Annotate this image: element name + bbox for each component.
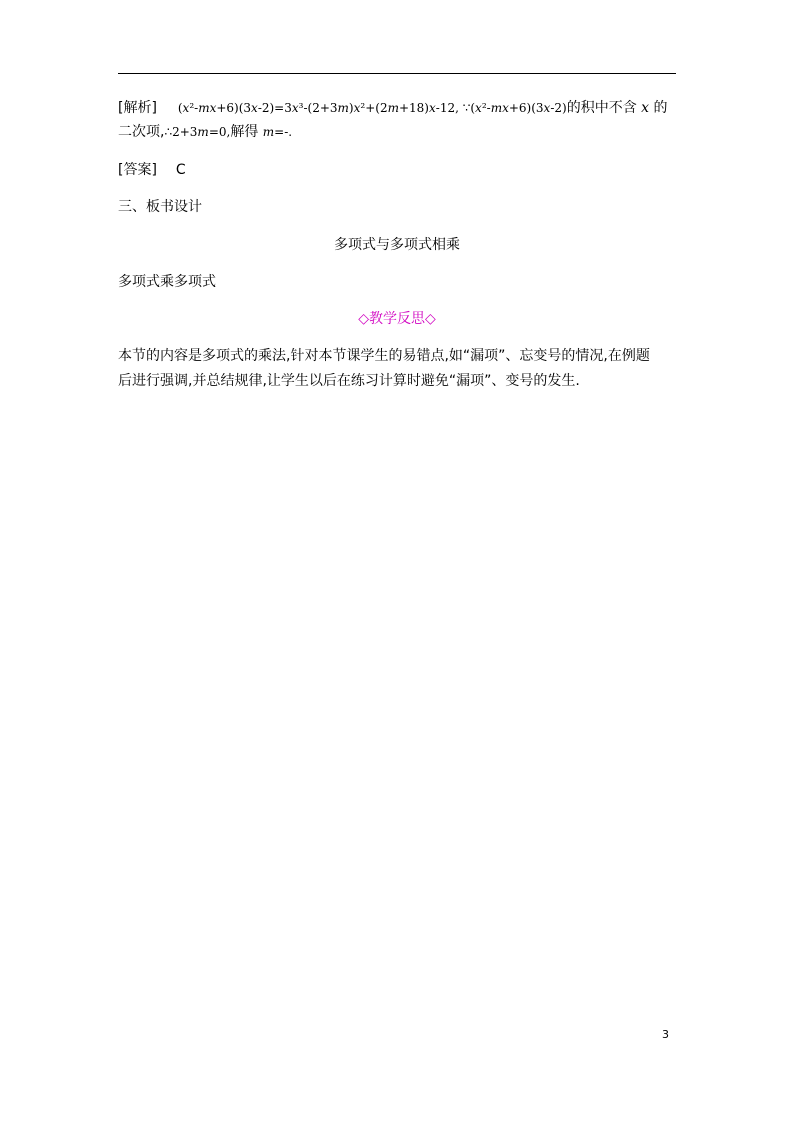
header-rule bbox=[118, 73, 676, 74]
solution-line-2 bbox=[118, 123, 292, 141]
page-number: 3 bbox=[662, 1028, 669, 1041]
answer-line bbox=[118, 161, 186, 179]
solution-text-1: 的积中不含 bbox=[566, 100, 637, 116]
solution-line-1 bbox=[118, 99, 668, 117]
reflection-title: ◇教学反思◇ bbox=[358, 311, 436, 327]
solution-result: m=-. bbox=[262, 125, 293, 139]
reflection-line-1: 本节的内容是多项式的乘法,针对本节课学生的易错点,如“漏项”、忘变号的情况,在例题 bbox=[118, 348, 650, 364]
reflection-line-2: 后进行强调,并总结规律,让学生以后在练习计算时避免“漏项”、变号的发生. bbox=[118, 373, 580, 389]
board-item: 多项式乘多项式 bbox=[118, 274, 216, 290]
solution-label: [解析] bbox=[118, 100, 157, 116]
section-heading: 三、板书设计 bbox=[118, 199, 202, 215]
solution-text-2: 二次项, bbox=[118, 124, 165, 140]
solution-text-1b: 的 bbox=[653, 100, 668, 116]
solution-equation: ∴2+3m=0, bbox=[164, 125, 231, 139]
solution-text-3: 解得 bbox=[230, 124, 259, 140]
variable-x: x bbox=[641, 100, 650, 116]
answer-label: [答案] bbox=[118, 162, 157, 178]
board-title: 多项式与多项式相乘 bbox=[334, 237, 460, 253]
solution-expansion: (x²-mx+6)(3x-2)=3x³-(2+3m)x²+(2m+18)x-12, ∵(x²-mx+6)(3x-2) bbox=[177, 101, 567, 115]
answer-value: C bbox=[175, 162, 186, 178]
